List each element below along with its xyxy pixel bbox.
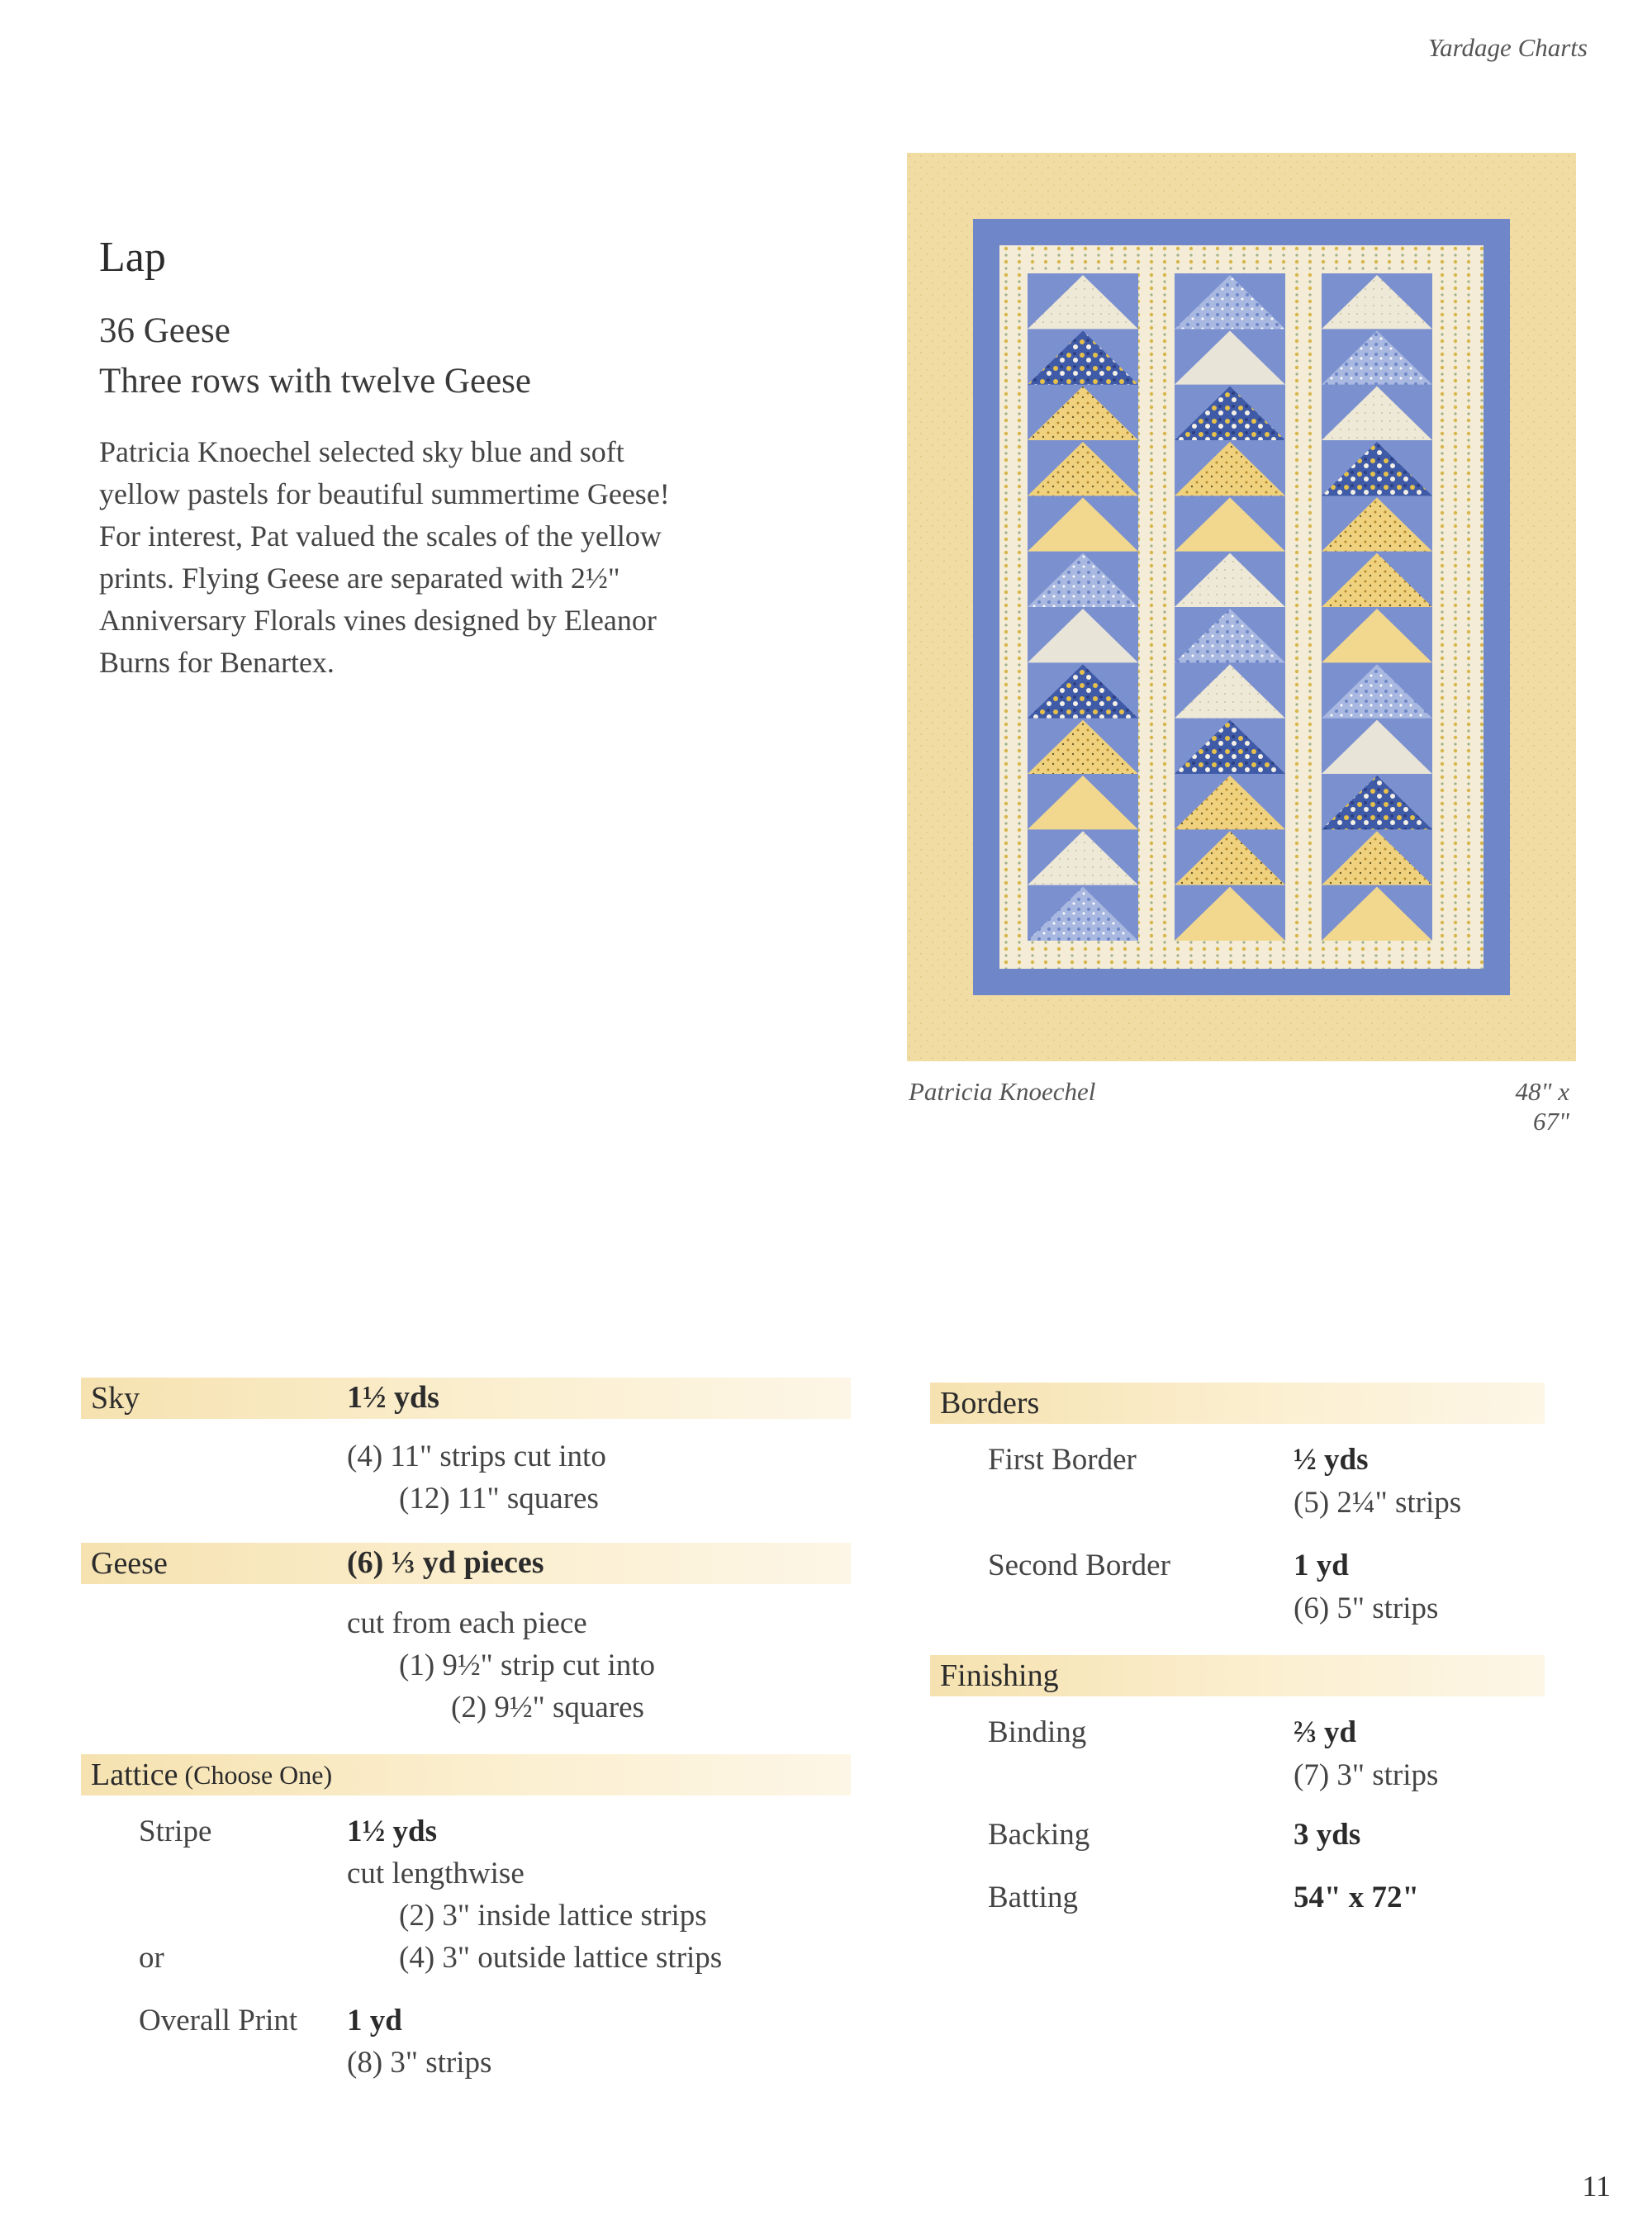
description-line: Burns for Benartex. — [99, 646, 335, 679]
overall-print-yardage: 1 yd — [347, 2004, 402, 2037]
sky-detail: (12) 11" squares — [399, 1482, 599, 1516]
first-border-label: First Border — [988, 1443, 1137, 1477]
quilt-layer — [907, 153, 1576, 1061]
binding-label: Binding — [988, 1715, 1087, 1749]
quilt-photo — [907, 153, 1576, 1061]
photo-credit: Patricia Knoechel — [909, 1077, 1096, 1106]
quilt-size: 48" x 67" — [1515, 1077, 1569, 1136]
batting-label: Batting — [988, 1881, 1078, 1914]
stripe-detail: (4) 3" outside lattice strips — [399, 1941, 723, 1975]
backing-yardage: 3 yds — [1294, 1818, 1361, 1852]
page-number: 11 — [1582, 2170, 1611, 2203]
description-line: prints. Flying Geese are separated with 2½" — [99, 562, 620, 595]
stripe-detail: (2) 3" inside lattice strips — [399, 1899, 707, 1933]
stripe-yardage: 1½ yds — [347, 1814, 437, 1848]
sky-label: Sky — [91, 1381, 140, 1416]
stripe-label: Stripe — [139, 1814, 212, 1848]
subtitle-rows: Three rows with twelve Geese — [99, 362, 531, 401]
geese-detail: cut from each piece — [347, 1606, 587, 1640]
overall-print-label: Overall Print — [139, 2004, 298, 2037]
description-line: yellow pastels for beautiful summertime Geese! — [99, 477, 670, 510]
description — [99, 431, 793, 684]
overall-print-detail: (8) 3" strips — [347, 2046, 492, 2080]
description-line: For interest, Pat valued the scales of the yellow — [99, 519, 662, 553]
borders-label: Borders — [940, 1386, 1040, 1421]
subtitle-geese-count: 36 Geese — [99, 311, 230, 350]
geese-label: Geese — [91, 1546, 168, 1581]
lattice-label: Lattice — [91, 1758, 178, 1792]
binding-yardage: ⅔ yd — [1294, 1715, 1357, 1749]
sky-header — [81, 1378, 851, 1419]
page-title: Lap — [99, 234, 166, 281]
lattice-note: (Choose One) — [184, 1759, 333, 1790]
binding-detail: (7) 3" strips — [1294, 1758, 1439, 1792]
geese-detail: (1) 9½" strip cut into — [399, 1648, 656, 1682]
first-border-detail: (5) 2¼" strips — [1294, 1486, 1462, 1520]
second-border-label: Second Border — [988, 1549, 1170, 1582]
second-border-yardage: 1 yd — [1294, 1549, 1349, 1582]
running-head: Yardage Charts — [1427, 33, 1588, 62]
quilt-illustration — [907, 153, 1576, 1061]
or-label: or — [139, 1941, 164, 1975]
first-border-yardage: ½ yds — [1294, 1443, 1369, 1477]
geese-yardage: (6) ⅓ yd pieces — [347, 1545, 544, 1580]
finishing-header — [930, 1655, 1545, 1696]
finishing-label: Finishing — [940, 1658, 1059, 1693]
description-line: Patricia Knoechel selected sky blue and soft — [99, 435, 624, 468]
backing-label: Backing — [988, 1818, 1090, 1852]
sky-detail: (4) 11" strips cut into — [347, 1440, 606, 1473]
geese-detail: (2) 9½" squares — [451, 1691, 644, 1724]
borders-header — [930, 1383, 1545, 1424]
second-border-detail: (6) 5" strips — [1294, 1591, 1439, 1625]
description-line: Anniversary Florals vines designed by Eleanor — [99, 604, 657, 637]
lattice-header — [81, 1754, 851, 1795]
sky-yardage: 1½ yds — [347, 1380, 439, 1415]
batting-size: 54" x 72" — [1294, 1881, 1420, 1914]
stripe-detail: cut lengthwise — [347, 1857, 525, 1890]
